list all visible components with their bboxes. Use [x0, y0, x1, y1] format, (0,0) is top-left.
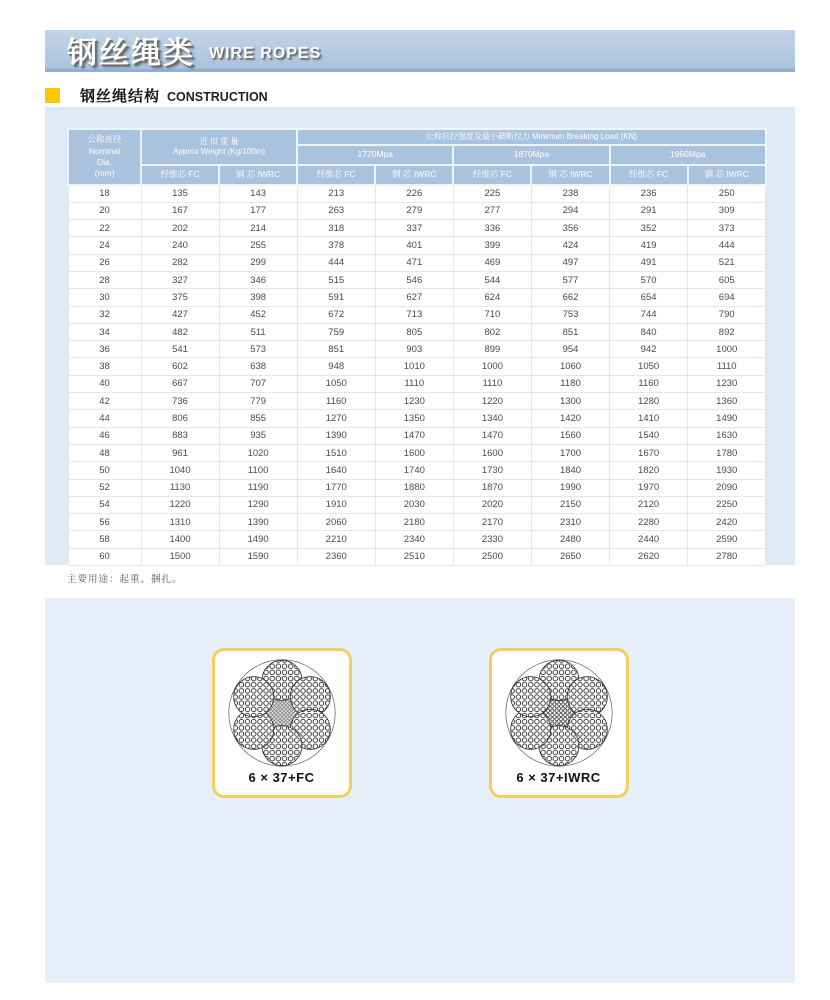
table-row	[68, 237, 766, 254]
table-cell: 605	[688, 271, 766, 288]
table-cell: 1770	[297, 479, 375, 496]
table-cell: 2280	[610, 514, 688, 531]
table-cell: 299	[219, 254, 297, 271]
section-heading	[45, 85, 268, 106]
table-cell: 419	[610, 237, 688, 254]
table-cell: 753	[531, 306, 609, 323]
header-1960-fc: 纤维芯 FC	[610, 165, 688, 185]
table-cell: 1700	[531, 444, 609, 461]
table-cell: 2210	[297, 531, 375, 548]
table-cell: 1820	[610, 462, 688, 479]
table-cell: 662	[531, 289, 609, 306]
spec-table-panel	[45, 107, 795, 565]
table-cell: 452	[219, 306, 297, 323]
table-cell: 806	[141, 410, 219, 427]
table-row	[68, 185, 766, 202]
table-cell: 1270	[297, 410, 375, 427]
table-cell: 1490	[219, 531, 297, 548]
table-cell: 1180	[531, 375, 609, 392]
table-cell: 1050	[297, 375, 375, 392]
table-cell: 2480	[531, 531, 609, 548]
table-cell: 736	[141, 393, 219, 410]
table-row	[68, 323, 766, 340]
table-cell: 667	[141, 375, 219, 392]
table-cell: 2060	[297, 514, 375, 531]
table-cell: 482	[141, 323, 219, 340]
table-cell: 1050	[610, 358, 688, 375]
table-cell: 779	[219, 393, 297, 410]
table-cell: 899	[453, 341, 531, 358]
table-cell: 46	[68, 427, 141, 444]
table-cell: 50	[68, 462, 141, 479]
table-cell: 2020	[453, 496, 531, 513]
table-cell: 883	[141, 427, 219, 444]
table-cell: 1670	[610, 444, 688, 461]
table-cell: 469	[453, 254, 531, 271]
table-cell: 1970	[610, 479, 688, 496]
table-cell: 802	[453, 323, 531, 340]
table-cell: 1640	[297, 462, 375, 479]
table-cell: 1780	[688, 444, 766, 461]
card-label-iwrc: 6 × 37+IWRC	[516, 770, 601, 785]
table-cell: 279	[375, 202, 453, 219]
header-1770-fc: 纤维芯 FC	[297, 165, 375, 185]
table-cell: 2360	[297, 548, 375, 565]
table-cell: 1490	[688, 410, 766, 427]
header-approx-weight: 近 似 重 量 Approx Weight (Kg/100m)	[141, 129, 297, 165]
table-cell: 44	[68, 410, 141, 427]
table-cell: 491	[610, 254, 688, 271]
table-cell: 318	[297, 220, 375, 237]
table-cell: 710	[453, 306, 531, 323]
table-cell: 1360	[688, 393, 766, 410]
table-cell: 375	[141, 289, 219, 306]
table-cell: 277	[453, 202, 531, 219]
table-cell: 20	[68, 202, 141, 219]
table-cell: 36	[68, 341, 141, 358]
table-cell: 2590	[688, 531, 766, 548]
table-cell: 1470	[375, 427, 453, 444]
table-cell: 444	[297, 254, 375, 271]
table-row	[68, 220, 766, 237]
table-cell: 1390	[297, 427, 375, 444]
table-cell: 2620	[610, 548, 688, 565]
table-cell: 1310	[141, 514, 219, 531]
table-cell: 22	[68, 220, 141, 237]
table-cell: 672	[297, 306, 375, 323]
table-cell: 60	[68, 548, 141, 565]
table-cell: 250	[688, 185, 766, 202]
header-grade-1870: 1870Mpa	[453, 145, 609, 165]
table-cell: 2250	[688, 496, 766, 513]
table-cell: 1390	[219, 514, 297, 531]
table-cell: 2420	[688, 514, 766, 531]
page-banner	[45, 30, 795, 72]
table-cell: 1350	[375, 410, 453, 427]
table-cell: 521	[688, 254, 766, 271]
table-cell: 213	[297, 185, 375, 202]
table-cell: 337	[375, 220, 453, 237]
table-row	[68, 548, 766, 565]
table-cell: 238	[531, 185, 609, 202]
table-row	[68, 531, 766, 548]
table-cell: 143	[219, 185, 297, 202]
header-1770-iwrc: 钢 芯 IWRC	[375, 165, 453, 185]
table-cell: 1630	[688, 427, 766, 444]
table-cell: 744	[610, 306, 688, 323]
table-row	[68, 271, 766, 288]
table-row	[68, 358, 766, 375]
table-cell: 759	[297, 323, 375, 340]
usage-note: 主要用途：起重、捆扎。	[67, 574, 183, 585]
table-cell: 399	[453, 237, 531, 254]
table-cell: 1340	[453, 410, 531, 427]
table-cell: 52	[68, 479, 141, 496]
table-cell: 961	[141, 444, 219, 461]
table-cell: 236	[610, 185, 688, 202]
table-cell: 373	[688, 220, 766, 237]
table-cell: 2780	[688, 548, 766, 565]
table-cell: 1500	[141, 548, 219, 565]
table-cell: 707	[219, 375, 297, 392]
table-cell: 2170	[453, 514, 531, 531]
table-cell: 1300	[531, 393, 609, 410]
table-cell: 892	[688, 323, 766, 340]
table-cell: 497	[531, 254, 609, 271]
table-cell: 40	[68, 375, 141, 392]
header-weight-iwrc: 钢 芯 IWRC	[219, 165, 297, 185]
table-cell: 1930	[688, 462, 766, 479]
table-cell: 627	[375, 289, 453, 306]
table-cell: 1280	[610, 393, 688, 410]
table-cell: 570	[610, 271, 688, 288]
table-cell: 1230	[688, 375, 766, 392]
section-title-en: CONSTRUCTION	[167, 89, 268, 104]
table-cell: 694	[688, 289, 766, 306]
table-cell: 1220	[453, 393, 531, 410]
table-cell: 573	[219, 341, 297, 358]
table-cell: 177	[219, 202, 297, 219]
table-cell: 1290	[219, 496, 297, 513]
table-row	[68, 514, 766, 531]
table-cell: 654	[610, 289, 688, 306]
card-6x37-fc	[212, 648, 352, 798]
table-cell: 1110	[453, 375, 531, 392]
wire-rope-spec-table	[67, 128, 767, 566]
table-cell: 18	[68, 185, 141, 202]
table-cell: 2500	[453, 548, 531, 565]
table-row	[68, 375, 766, 392]
table-cell: 1220	[141, 496, 219, 513]
table-row	[68, 410, 766, 427]
banner-title-en: WIRE ROPES	[209, 44, 322, 62]
table-cell: 1000	[688, 341, 766, 358]
table-cell: 255	[219, 237, 297, 254]
card-6x37-iwrc	[489, 648, 629, 798]
table-cell: 1230	[375, 393, 453, 410]
table-cell: 591	[297, 289, 375, 306]
table-row	[68, 306, 766, 323]
table-cell: 427	[141, 306, 219, 323]
table-cell: 851	[531, 323, 609, 340]
table-cell: 167	[141, 202, 219, 219]
table-cell: 624	[453, 289, 531, 306]
table-cell: 2150	[531, 496, 609, 513]
table-row	[68, 254, 766, 271]
table-cell: 424	[531, 237, 609, 254]
table-cell: 1510	[297, 444, 375, 461]
table-cell: 1110	[688, 358, 766, 375]
table-cell: 2180	[375, 514, 453, 531]
table-cell: 942	[610, 341, 688, 358]
header-1870-fc: 纤维芯 FC	[453, 165, 531, 185]
table-cell: 1910	[297, 496, 375, 513]
table-cell: 1470	[453, 427, 531, 444]
table-cell: 1010	[375, 358, 453, 375]
table-cell: 855	[219, 410, 297, 427]
table-cell: 1590	[219, 548, 297, 565]
table-cell: 282	[141, 254, 219, 271]
table-cell: 32	[68, 306, 141, 323]
table-cell: 378	[297, 237, 375, 254]
table-cell: 638	[219, 358, 297, 375]
table-cell: 38	[68, 358, 141, 375]
section-title-zh: 钢丝绳结构	[80, 88, 161, 105]
table-cell: 352	[610, 220, 688, 237]
header-nominal-dia: 公称直径 Nominal Dia. (mm)	[68, 129, 141, 185]
table-cell: 263	[297, 202, 375, 219]
table-cell: 544	[453, 271, 531, 288]
table-cell: 202	[141, 220, 219, 237]
table-row	[68, 427, 766, 444]
cards-row	[45, 648, 795, 798]
table-cell: 28	[68, 271, 141, 288]
table-cell: 2440	[610, 531, 688, 548]
table-cell: 444	[688, 237, 766, 254]
table-cell: 541	[141, 341, 219, 358]
table-cell: 1600	[453, 444, 531, 461]
table-cell: 226	[375, 185, 453, 202]
table-cell: 225	[453, 185, 531, 202]
header-breaking-load-group: 公称抗拉强度及最小破断拉力 Minimum Breaking Load (KN)	[297, 129, 766, 145]
table-cell: 713	[375, 306, 453, 323]
table-cell: 1130	[141, 479, 219, 496]
table-row	[68, 393, 766, 410]
table-cell: 1400	[141, 531, 219, 548]
table-row	[68, 479, 766, 496]
table-cell: 294	[531, 202, 609, 219]
table-row	[68, 444, 766, 461]
header-1960-iwrc: 钢 芯 IWRC	[688, 165, 766, 185]
table-cell: 54	[68, 496, 141, 513]
table-cell: 1740	[375, 462, 453, 479]
table-cell: 1110	[375, 375, 453, 392]
table-cell: 2030	[375, 496, 453, 513]
table-row	[68, 289, 766, 306]
wire-rope-cross-section-fc-diagram	[226, 657, 338, 769]
table-cell: 48	[68, 444, 141, 461]
yellow-square-icon	[45, 88, 60, 103]
table-cell: 2120	[610, 496, 688, 513]
table-cell: 1020	[219, 444, 297, 461]
table-cell: 42	[68, 393, 141, 410]
table-cell: 356	[531, 220, 609, 237]
table-cell: 602	[141, 358, 219, 375]
table-cell: 240	[141, 237, 219, 254]
table-cell: 1040	[141, 462, 219, 479]
table-cell: 954	[531, 341, 609, 358]
table-cell: 214	[219, 220, 297, 237]
table-cell: 2090	[688, 479, 766, 496]
table-cell: 30	[68, 289, 141, 306]
table-cell: 1160	[297, 393, 375, 410]
table-cell: 1880	[375, 479, 453, 496]
table-cell: 401	[375, 237, 453, 254]
table-cell: 1060	[531, 358, 609, 375]
table-cell: 805	[375, 323, 453, 340]
card-label-fc: 6 × 37+FC	[248, 770, 315, 785]
table-cell: 346	[219, 271, 297, 288]
table-cell: 1410	[610, 410, 688, 427]
construction-diagram-panel	[45, 598, 795, 983]
table-cell: 511	[219, 323, 297, 340]
header-grade-1770: 1770Mpa	[297, 145, 453, 165]
table-cell: 1420	[531, 410, 609, 427]
table-cell: 2310	[531, 514, 609, 531]
wire-rope-cross-section-iwrc-diagram	[503, 657, 615, 769]
table-cell: 2650	[531, 548, 609, 565]
table-cell: 56	[68, 514, 141, 531]
header-weight-fc: 纤维芯 FC	[141, 165, 219, 185]
table-cell: 309	[688, 202, 766, 219]
table-cell: 1600	[375, 444, 453, 461]
table-cell: 577	[531, 271, 609, 288]
table-row	[68, 496, 766, 513]
table-cell: 1990	[531, 479, 609, 496]
table-cell: 546	[375, 271, 453, 288]
table-row	[68, 462, 766, 479]
banner-title-zh: 钢丝绳类	[67, 36, 195, 70]
table-cell: 2510	[375, 548, 453, 565]
table-cell: 1100	[219, 462, 297, 479]
table-cell: 1160	[610, 375, 688, 392]
table-cell: 1000	[453, 358, 531, 375]
table-cell: 34	[68, 323, 141, 340]
table-cell: 1190	[219, 479, 297, 496]
table-cell: 948	[297, 358, 375, 375]
table-cell: 1730	[453, 462, 531, 479]
table-cell: 1840	[531, 462, 609, 479]
table-cell: 398	[219, 289, 297, 306]
table-cell: 24	[68, 237, 141, 254]
table-cell: 26	[68, 254, 141, 271]
table-cell: 840	[610, 323, 688, 340]
table-cell: 851	[297, 341, 375, 358]
table-cell: 1540	[610, 427, 688, 444]
table-cell: 291	[610, 202, 688, 219]
header-grade-1960: 1960Mpa	[610, 145, 766, 165]
table-cell: 336	[453, 220, 531, 237]
table-cell: 327	[141, 271, 219, 288]
table-cell: 1870	[453, 479, 531, 496]
table-cell: 515	[297, 271, 375, 288]
table-cell: 935	[219, 427, 297, 444]
table-cell: 1560	[531, 427, 609, 444]
table-cell: 58	[68, 531, 141, 548]
table-cell: 2340	[375, 531, 453, 548]
table-cell: 135	[141, 185, 219, 202]
table-cell: 2330	[453, 531, 531, 548]
table-cell: 471	[375, 254, 453, 271]
table-row	[68, 202, 766, 219]
table-cell: 903	[375, 341, 453, 358]
table-cell: 790	[688, 306, 766, 323]
header-1870-iwrc: 钢 芯 IWRC	[531, 165, 609, 185]
table-row	[68, 341, 766, 358]
